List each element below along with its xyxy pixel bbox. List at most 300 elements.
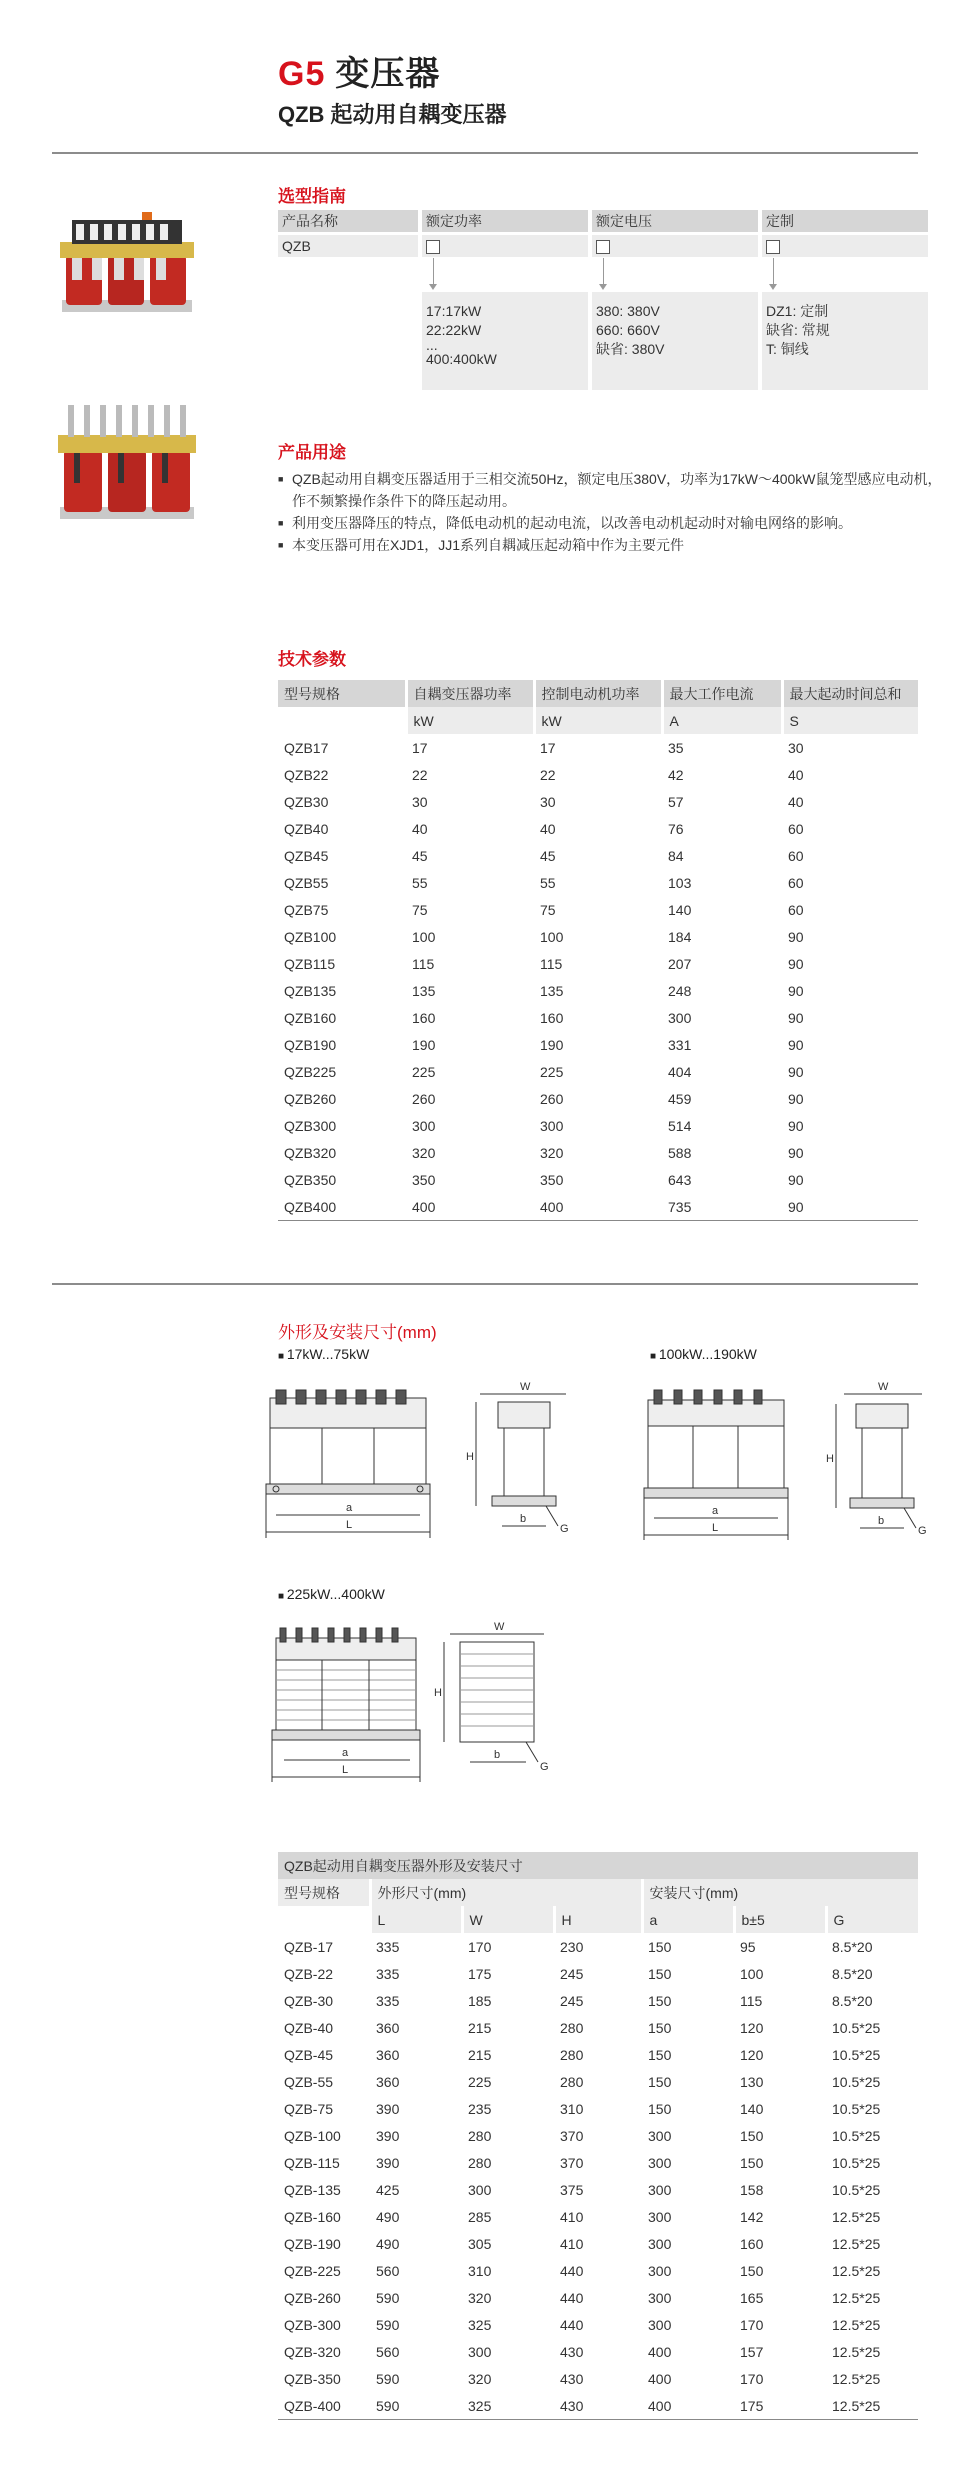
table-cell: 490	[376, 2235, 400, 2252]
table-cell: 280	[560, 2019, 584, 2036]
table-cell: 215	[468, 2019, 492, 2036]
table-cell: 643	[668, 1171, 692, 1188]
table-cell: 320	[468, 2370, 492, 2387]
table-cell: QZB-225	[284, 2262, 341, 2279]
table-cell: 300	[468, 2181, 492, 2198]
range-label: ■ 225kW...400kW	[278, 1586, 385, 1602]
power-checkbox[interactable]	[426, 240, 440, 254]
table-cell: 150	[740, 2154, 764, 2171]
table-cell: 430	[560, 2343, 584, 2360]
page-title	[278, 46, 440, 95]
table-cell: 8.5*20	[832, 1992, 873, 2009]
table-cell: 90	[788, 1090, 804, 1107]
table-cell: 115	[412, 955, 435, 972]
table-cell: 190	[412, 1036, 436, 1053]
table-row	[278, 2230, 918, 2257]
arrow-down-icon	[773, 258, 774, 288]
table-cell: 300	[648, 2235, 672, 2252]
arrow-down-icon	[433, 258, 434, 288]
table-cell: 40	[412, 820, 428, 837]
table-cell: 120	[740, 2019, 764, 2036]
table-cell: QZB-400	[284, 2397, 341, 2414]
usage-item: ■ QZB起动用自耦变压器适用于三相交流50Hz，额定电压380V，功率为17kW～400kW鼠笼型感应电动机，作不频繁操作条件下的降压起动用。	[278, 468, 952, 512]
table-cell: 390	[376, 2100, 400, 2117]
usage-item: ■ 本变压器可用在XJD1，JJ1系列自耦减压起动箱中作为主要元件	[278, 534, 952, 556]
table-row	[278, 1058, 918, 1085]
table-cell: 175	[468, 1965, 492, 1982]
custom-checkbox[interactable]	[766, 240, 780, 254]
table-cell: 280	[560, 2073, 584, 2090]
table-cell: 225	[412, 1063, 436, 1080]
table-cell: 120	[740, 2046, 764, 2063]
table-cell: QZB22	[284, 766, 329, 783]
svg-text:b: b	[520, 1513, 527, 1525]
table-cell: 225	[540, 1063, 564, 1080]
table-cell: 90	[788, 1144, 804, 1161]
table-cell: 350	[540, 1171, 564, 1188]
table-cell: 8.5*20	[832, 1965, 873, 1982]
table-cell: 300	[648, 2208, 672, 2225]
table-row	[278, 761, 918, 788]
table-cell: 150	[648, 1965, 672, 1982]
table-cell: 430	[560, 2370, 584, 2387]
power-option: ...	[426, 337, 438, 353]
table-cell: 185	[468, 1992, 492, 2009]
arrow-down-icon	[603, 258, 604, 288]
sel-header-custom: 定制	[762, 210, 928, 232]
table-cell: 248	[668, 982, 692, 999]
table-cell: 285	[468, 2208, 492, 2225]
table-row	[278, 977, 918, 1004]
table-cell: 300	[668, 1009, 692, 1026]
table-cell: 390	[376, 2154, 400, 2171]
table-cell: 375	[560, 2181, 584, 2198]
table-row	[278, 2257, 918, 2284]
table-cell: 158	[740, 2181, 764, 2198]
table-cell: QZB-30	[284, 1992, 334, 2009]
table-cell: 410	[560, 2235, 584, 2252]
table-cell: 735	[668, 1198, 692, 1215]
table-row	[278, 2176, 918, 2203]
table-cell: 514	[668, 1117, 692, 1134]
table-cell: 45	[540, 847, 556, 864]
divider	[52, 152, 918, 154]
table-cell: 225	[468, 2073, 492, 2090]
table-row	[278, 2365, 918, 2392]
table-row	[278, 734, 918, 761]
table-cell: 150	[648, 2046, 672, 2063]
table-row	[278, 2203, 918, 2230]
table-cell: 60	[788, 901, 804, 918]
svg-text:W: W	[494, 1621, 505, 1633]
table-cell: 490	[376, 2208, 400, 2225]
table-row	[278, 2149, 918, 2176]
table-cell: QZB-45	[284, 2046, 334, 2063]
table-cell: 100	[412, 928, 436, 945]
table-cell: 10.5*25	[832, 2127, 881, 2144]
table-cell: 150	[648, 2019, 672, 2036]
table-row	[278, 2392, 918, 2420]
svg-text:G: G	[540, 1761, 549, 1773]
table-cell: QZB100	[284, 928, 337, 945]
table-row	[278, 2284, 918, 2311]
table-row	[278, 842, 918, 869]
table-cell: 170	[740, 2370, 764, 2387]
table-row	[278, 1112, 918, 1139]
table-cell: 430	[560, 2397, 584, 2414]
table-cell: 425	[376, 2181, 400, 2198]
divider	[52, 1283, 918, 1285]
table-cell: 400	[540, 1198, 564, 1215]
range-label: ■ 100kW...190kW	[650, 1346, 757, 1362]
table-cell: 75	[412, 901, 428, 918]
power-option: 17:17kW	[426, 303, 482, 319]
table-cell: 90	[788, 955, 804, 972]
table-cell: 90	[788, 1171, 804, 1188]
table-cell: QZB-55	[284, 2073, 334, 2090]
table-cell: 235	[468, 2100, 492, 2117]
table-cell: 300	[412, 1117, 436, 1134]
table-cell: 10.5*25	[832, 2046, 881, 2063]
sub-header: W	[462, 1906, 554, 1933]
table-row	[278, 869, 918, 896]
tech-title: 技术参数	[278, 650, 346, 669]
category-title: 变压器	[335, 55, 441, 93]
sel-header-product: 产品名称	[278, 210, 418, 232]
table-cell: 560	[376, 2262, 400, 2279]
table-cell: 60	[788, 874, 804, 891]
table-row	[278, 2041, 918, 2068]
table-cell: 400	[648, 2370, 672, 2387]
table-cell: 95	[740, 1938, 756, 1955]
svg-text:G: G	[560, 1523, 569, 1535]
svg-text:L: L	[712, 1522, 719, 1534]
drawing-17-75kw	[262, 1380, 622, 1565]
table-cell: QZB-135	[284, 2181, 341, 2198]
table-cell: 100	[540, 928, 564, 945]
table-cell: 12.5*25	[832, 2289, 881, 2306]
table-cell: 115	[740, 1992, 763, 2009]
dim-sub-row	[278, 1906, 918, 1933]
table-cell: 42	[668, 766, 684, 783]
table-cell: 588	[668, 1144, 692, 1161]
table-cell: 30	[540, 793, 556, 810]
svg-text:L: L	[342, 1764, 349, 1776]
table-cell: 12.5*25	[832, 2208, 881, 2225]
table-cell: 90	[788, 1009, 804, 1026]
table-cell: 440	[560, 2262, 584, 2279]
table-cell: 310	[468, 2262, 492, 2279]
table-cell: QZB190	[284, 1036, 337, 1053]
dim-table-caption: QZB起动用自耦变压器外形及安装尺寸	[278, 1852, 918, 1879]
table-cell: 45	[412, 847, 428, 864]
table-cell: 260	[540, 1090, 564, 1107]
sub-header: L	[370, 1906, 462, 1933]
table-cell: 8.5*20	[832, 1938, 873, 1955]
table-row	[278, 1031, 918, 1058]
table-cell: 160	[540, 1009, 564, 1026]
table-cell: 300	[648, 2127, 672, 2144]
table-cell: QZB40	[284, 820, 329, 837]
table-cell: 280	[468, 2127, 492, 2144]
table-row	[278, 1193, 918, 1221]
table-cell: 320	[540, 1144, 564, 1161]
table-cell: 12.5*25	[832, 2397, 881, 2414]
tech-header-row	[278, 680, 918, 707]
unit-cell: kW	[406, 707, 534, 734]
table-cell: 390	[376, 2127, 400, 2144]
table-cell: 400	[648, 2397, 672, 2414]
sel-voltage-slot[interactable]	[592, 235, 758, 257]
table-row	[278, 2014, 918, 2041]
table-cell: QZB75	[284, 901, 329, 918]
table-cell: 170	[740, 2316, 764, 2333]
table-cell: 360	[376, 2046, 400, 2063]
table-cell: 184	[668, 928, 692, 945]
table-cell: 57	[668, 793, 684, 810]
table-cell: 320	[412, 1144, 436, 1161]
table-cell: 150	[648, 2073, 672, 2090]
power-option: 400:400kW	[426, 351, 497, 367]
table-cell: 150	[740, 2262, 764, 2279]
table-row	[278, 1960, 918, 1987]
sub-header: a	[642, 1906, 734, 1933]
table-cell: 30	[412, 793, 428, 810]
table-cell: QZB-300	[284, 2316, 341, 2333]
table-cell: 90	[788, 1063, 804, 1080]
sub-header	[278, 1906, 370, 1933]
table-cell: QZB135	[284, 982, 337, 999]
usage-title: 产品用途	[278, 443, 346, 462]
unit-cell: S	[782, 707, 918, 734]
table-cell: 17	[540, 739, 556, 756]
table-cell: 10.5*25	[832, 2154, 881, 2171]
table-cell: 150	[648, 1992, 672, 2009]
table-cell: 150	[740, 2127, 764, 2144]
table-cell: 22	[412, 766, 428, 783]
table-cell: 215	[468, 2046, 492, 2063]
table-cell: 30	[788, 739, 804, 756]
table-cell: 55	[412, 874, 428, 891]
table-row	[278, 2068, 918, 2095]
table-cell: 260	[412, 1090, 436, 1107]
table-cell: QZB400	[284, 1198, 337, 1215]
table-cell: QZB-22	[284, 1965, 334, 1982]
table-cell: 90	[788, 982, 804, 999]
svg-text:H: H	[826, 1453, 834, 1465]
usage-item: ■ 利用变压器降压的特点，降低电动机的起动电流，以改善电动机起动时对输电网络的影响。	[278, 512, 952, 534]
table-cell: 90	[788, 928, 804, 945]
table-cell: 12.5*25	[832, 2235, 881, 2252]
table-cell: 90	[788, 1198, 804, 1215]
table-cell: 410	[560, 2208, 584, 2225]
table-cell: 90	[788, 1036, 804, 1053]
col-header: 型号规格	[278, 1879, 370, 1906]
table-cell: 100	[740, 1965, 764, 1982]
table-cell: 300	[648, 2181, 672, 2198]
table-cell: 245	[560, 1992, 584, 2009]
voltage-option: 380: 380V	[596, 303, 660, 319]
table-cell: 305	[468, 2235, 492, 2252]
table-cell: QZB-160	[284, 2208, 341, 2225]
table-row	[278, 1004, 918, 1031]
col-header: 安装尺寸(mm)	[642, 1879, 918, 1906]
table-row	[278, 2095, 918, 2122]
table-row	[278, 1139, 918, 1166]
table-cell: 320	[468, 2289, 492, 2306]
table-cell: 300	[648, 2262, 672, 2279]
col-header: 型号规格	[278, 680, 406, 707]
table-row	[278, 1987, 918, 2014]
table-cell: 103	[668, 874, 692, 891]
table-cell: 10.5*25	[832, 2100, 881, 2117]
table-cell: 17	[412, 739, 428, 756]
table-cell: 245	[560, 1965, 584, 1982]
table-cell: 331	[668, 1036, 692, 1053]
table-cell: 22	[540, 766, 556, 783]
table-row	[278, 788, 918, 815]
table-cell: 300	[540, 1117, 564, 1134]
table-row	[278, 815, 918, 842]
sel-custom-slot[interactable]	[762, 235, 928, 257]
voltage-option: 缺省: 380V	[596, 341, 665, 357]
table-cell: QZB115	[284, 955, 336, 972]
voltage-option: 660: 660V	[596, 322, 660, 338]
dimensions-title: 外形及安装尺寸(mm)	[278, 1323, 437, 1342]
table-cell: QZB160	[284, 1009, 337, 1026]
table-cell: 335	[376, 1938, 400, 1955]
table-cell: 310	[560, 2100, 584, 2117]
table-cell: 230	[560, 1938, 584, 1955]
table-cell: QZB-17	[284, 1938, 334, 1955]
table-cell: 55	[540, 874, 556, 891]
tech-unit-row	[278, 707, 918, 734]
table-cell: 590	[376, 2289, 400, 2306]
transformer-photo-large	[52, 395, 202, 535]
table-cell: 325	[468, 2397, 492, 2414]
table-cell: 35	[668, 739, 684, 756]
power-options	[422, 292, 588, 390]
table-row	[278, 2338, 918, 2365]
tech-table	[278, 680, 918, 1221]
svg-text:b: b	[878, 1515, 885, 1527]
custom-option: DZ1: 定制	[766, 303, 829, 319]
table-cell: QZB45	[284, 847, 329, 864]
table-row	[278, 1085, 918, 1112]
table-cell: 170	[468, 1938, 492, 1955]
svg-text:H: H	[434, 1687, 442, 1699]
table-cell: 160	[740, 2235, 764, 2252]
table-cell: QZB300	[284, 1117, 337, 1134]
table-cell: 440	[560, 2289, 584, 2306]
table-cell: QZB55	[284, 874, 329, 891]
table-cell: QZB30	[284, 793, 329, 810]
dim-a-label: a	[346, 1502, 353, 1514]
table-cell: 60	[788, 820, 804, 837]
power-option: 22:22kW	[426, 322, 482, 338]
table-cell: QZB260	[284, 1090, 337, 1107]
svg-text:W: W	[520, 1381, 531, 1393]
table-cell: 10.5*25	[832, 2181, 881, 2198]
table-cell: QZB-350	[284, 2370, 341, 2387]
table-cell: 12.5*25	[832, 2316, 881, 2333]
transformer-photo-small	[52, 200, 202, 330]
table-cell: 370	[560, 2127, 584, 2144]
table-cell: 370	[560, 2154, 584, 2171]
table-cell: 360	[376, 2073, 400, 2090]
voltage-checkbox[interactable]	[596, 240, 610, 254]
table-cell: QZB350	[284, 1171, 337, 1188]
svg-text:b: b	[494, 1749, 501, 1761]
table-cell: QZB-320	[284, 2343, 341, 2360]
unit-cell: kW	[534, 707, 662, 734]
table-cell: 10.5*25	[832, 2073, 881, 2090]
table-row	[278, 1166, 918, 1193]
table-cell: 350	[412, 1171, 436, 1188]
unit-cell	[278, 707, 406, 734]
table-cell: 280	[560, 2046, 584, 2063]
table-cell: 84	[668, 847, 684, 864]
table-row	[278, 2311, 918, 2338]
table-cell: QZB-40	[284, 2019, 334, 2036]
col-header: 最大工作电流	[662, 680, 782, 707]
table-cell: QZB225	[284, 1063, 337, 1080]
sel-power-slot[interactable]	[422, 235, 588, 257]
table-cell: 400	[648, 2343, 672, 2360]
table-cell: 12.5*25	[832, 2343, 881, 2360]
table-cell: 90	[788, 1117, 804, 1134]
svg-text:W: W	[878, 1381, 889, 1393]
table-cell: 160	[412, 1009, 436, 1026]
table-cell: 590	[376, 2397, 400, 2414]
table-cell: 440	[560, 2316, 584, 2333]
table-row	[278, 950, 918, 977]
table-cell: 40	[788, 793, 804, 810]
table-cell: 560	[376, 2343, 400, 2360]
range-label: ■ 17kW...75kW	[278, 1346, 369, 1362]
table-cell: 280	[468, 2154, 492, 2171]
table-cell: 459	[668, 1090, 692, 1107]
table-cell: 300	[648, 2154, 672, 2171]
table-cell: 404	[668, 1063, 692, 1080]
sel-header-power: 额定功率	[422, 210, 588, 232]
table-row	[278, 2122, 918, 2149]
table-cell: 10.5*25	[832, 2019, 881, 2036]
table-cell: QZB17	[284, 739, 329, 756]
table-row	[278, 1933, 918, 1960]
table-cell: QZB-260	[284, 2289, 341, 2306]
unit-cell: A	[662, 707, 782, 734]
table-cell: 130	[740, 2073, 764, 2090]
table-row	[278, 923, 918, 950]
table-cell: 76	[668, 820, 684, 837]
selection-guide-title: 选型指南	[278, 187, 346, 206]
table-cell: 142	[740, 2208, 764, 2225]
table-cell: 150	[648, 2100, 672, 2117]
col-header: 最大起动时间总和	[782, 680, 918, 707]
table-cell: 157	[740, 2343, 764, 2360]
table-cell: 190	[540, 1036, 564, 1053]
table-cell: 165	[740, 2289, 764, 2306]
table-cell: 400	[412, 1198, 436, 1215]
table-cell: 75	[540, 901, 556, 918]
table-cell: 590	[376, 2370, 400, 2387]
table-cell: 335	[376, 1992, 400, 2009]
voltage-options	[592, 292, 758, 390]
table-cell: 325	[468, 2316, 492, 2333]
svg-text:H: H	[466, 1451, 474, 1463]
sel-product-value: QZB	[278, 235, 418, 257]
